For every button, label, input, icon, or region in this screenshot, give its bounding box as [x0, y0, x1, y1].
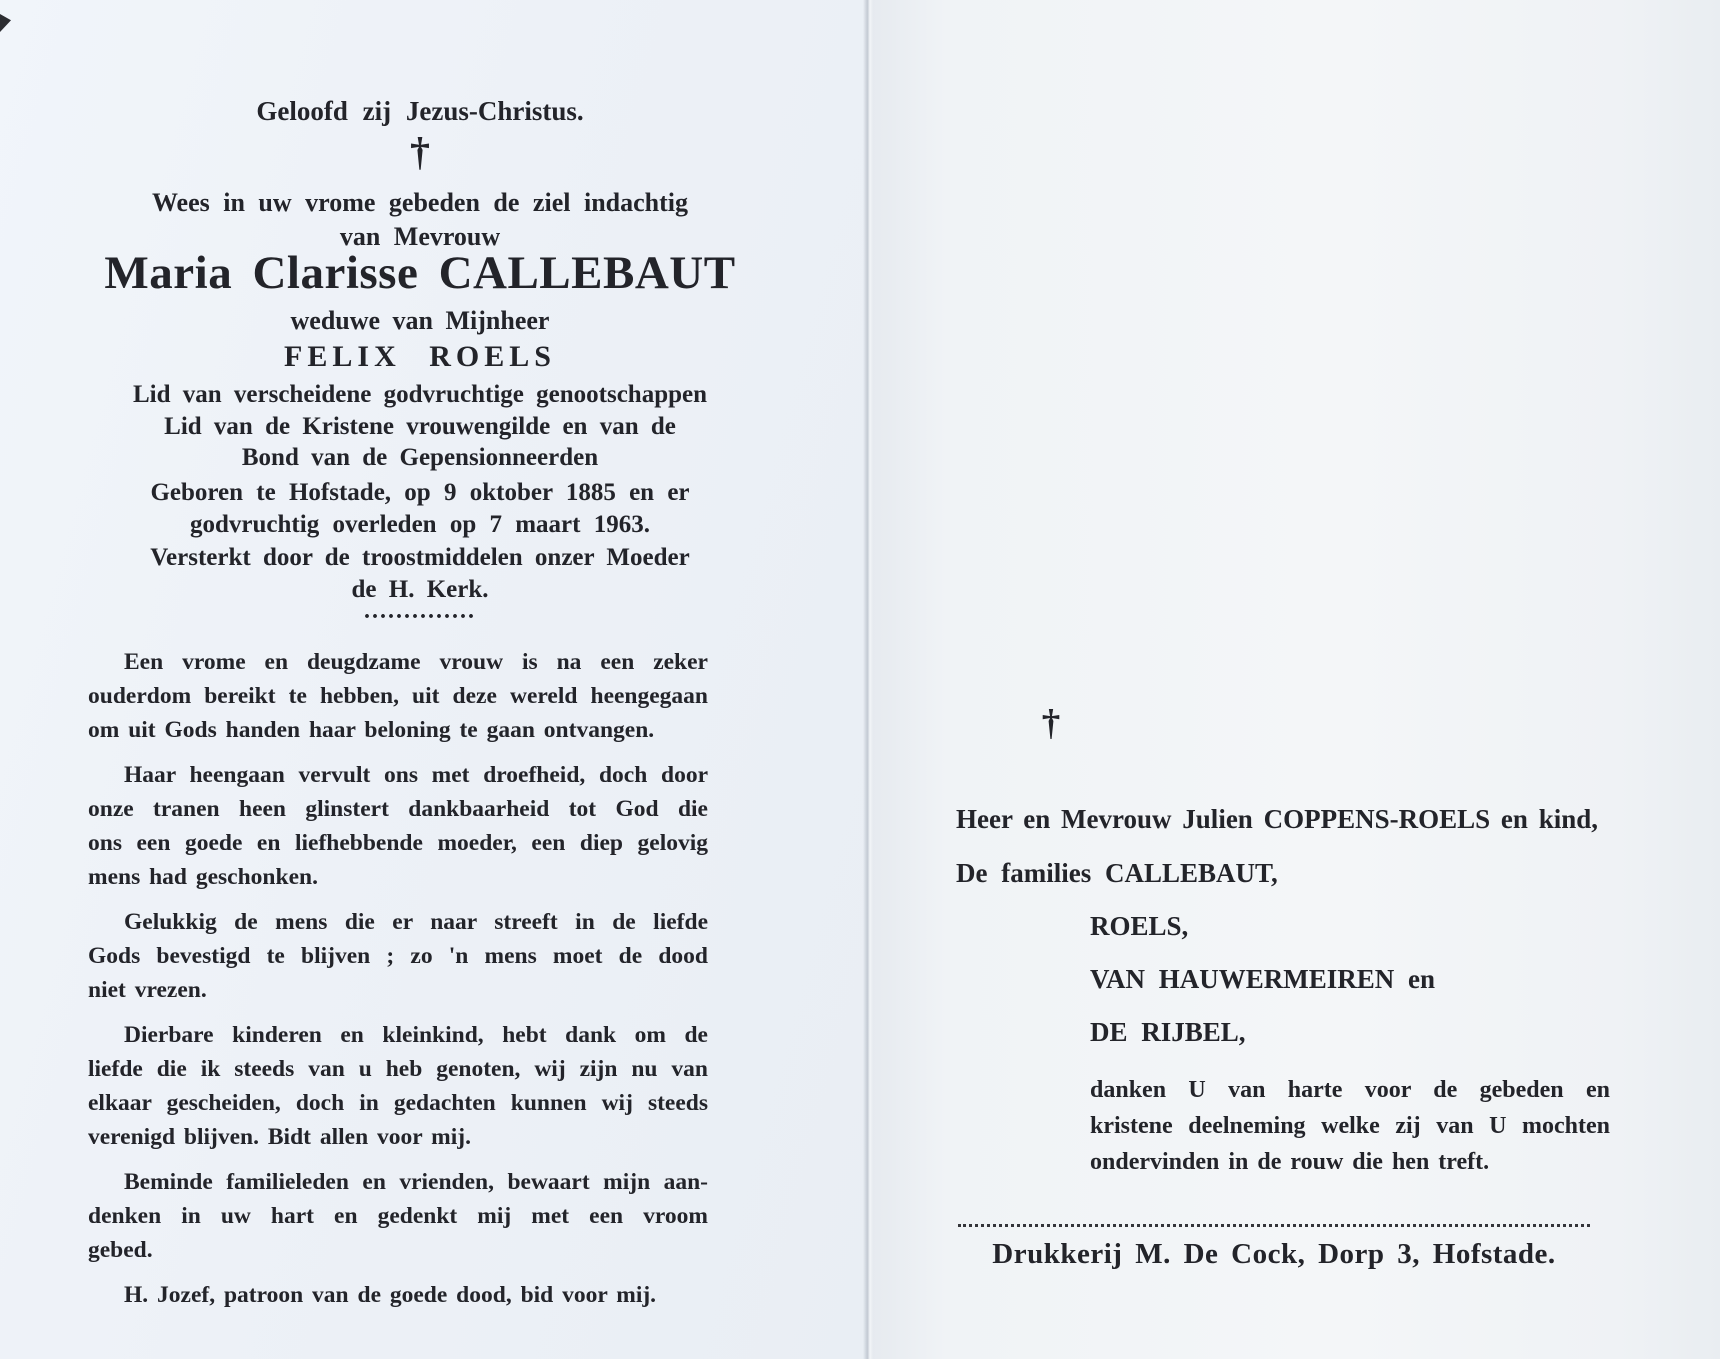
text-line: liefde die ik steeds van u heb genoten, wij zijn nu van — [88, 1056, 708, 1082]
text-line: Wees in uw vrome gebeden de ziel indachtig — [151, 188, 688, 217]
fold-crease — [863, 0, 873, 1359]
thanks-paragraph — [1090, 1072, 1610, 1180]
obituary-paragraph — [88, 1018, 708, 1154]
membership-lines — [100, 379, 740, 474]
widow-line: weduwe van Mijnheer — [290, 306, 550, 335]
sacrament-lines — [100, 542, 740, 606]
text-line: denken in uw hart en gedenkt mij met een vroom — [88, 1203, 708, 1229]
family-name-line: ROELS, — [1090, 911, 1189, 941]
text-line: Beminde familieleden en vrienden, bewaart mijn aan- — [124, 1169, 708, 1195]
text-line: niet vrezen. — [88, 977, 207, 1003]
text-line: kristene deelneming welke zij van U mochten — [1090, 1113, 1610, 1139]
text-line: onze tranen heen glinstert dankbaarheid tot God die — [88, 796, 708, 822]
text-line: elkaar gescheiden, doch in gedachten kunnen wij steeds — [88, 1090, 708, 1116]
text-line: Lid van de Kristene vrouwengilde en van de — [164, 412, 676, 440]
text-line: mens had geschonken. — [88, 864, 318, 890]
text-line: ouderdom bereikt te hebben, uit deze wereld heengegaan — [88, 683, 708, 709]
text-line: danken U van harte voor de gebeden en — [1090, 1077, 1610, 1103]
text-line: gebed. — [88, 1237, 153, 1263]
text-line: Lid van verscheidene godvruchtige genootschappen — [132, 381, 708, 408]
families-intro-line: De families CALLEBAUT, — [956, 858, 1278, 888]
text-line: om uit Gods handen haar beloning te gaan ontvangen. — [88, 717, 655, 743]
text-line: Gods bevestigd te blijven ; zo 'n mens moet de dood — [88, 943, 708, 969]
obituary-paragraph — [88, 645, 708, 747]
printer-line: Drukkerij M. De Cock, Dorp 3, Hofstade. — [992, 1238, 1556, 1270]
birth-death-lines — [100, 477, 740, 541]
text-line: Dierbare kinderen en kleinkind, hebt dank om de — [124, 1022, 708, 1048]
cross-icon: † — [410, 129, 430, 174]
dots-separator: .............. — [364, 598, 476, 624]
text-line: Haar heengaan vervult ons met droefheid, doch door — [124, 762, 708, 788]
deceased-name: Maria Clarisse CALLEBAUT — [104, 247, 736, 299]
text-line: van Mevrouw — [339, 222, 501, 251]
praise-line: Geloofd zij Jezus-Christus. — [256, 96, 584, 126]
text-line: ons een goede en liefhebbende moeder, een diep gelovig — [88, 830, 708, 856]
obituary-paragraph — [88, 905, 708, 1007]
text-line: de H. Kerk. — [351, 576, 489, 603]
text-line: Versterkt door de troostmiddelen onzer Moeder — [150, 544, 690, 571]
text-line: godvruchtig overleden op 7 maart 1963. — [190, 511, 650, 538]
text-line: Een vrome en deugdzame vrouw is na een zeker — [124, 649, 708, 675]
husband-name: FELIX ROELS — [284, 340, 556, 373]
obituary-paragraph — [88, 758, 708, 894]
text-line: Bond van de Gepensionneerden — [241, 444, 599, 471]
text-line: H. Jozef, patroon van de goede dood, bid voor mij. — [124, 1282, 657, 1308]
closing-prayer-line — [88, 1278, 708, 1312]
text-line: ondervinden in de rouw die hen treft. — [1090, 1149, 1490, 1175]
cross-icon: † — [1041, 703, 1061, 744]
mourners-line: Heer en Mevrouw Julien COPPENS-ROELS en kind, — [956, 804, 1598, 834]
obituary-paragraph — [88, 1165, 708, 1267]
family-name-line: VAN HAUWERMEIREN en — [1090, 964, 1436, 994]
text-line: Gelukkig de mens die er naar streeft in de liefde — [124, 909, 708, 935]
text-line: verenigd blijven. Bidt allen voor mij. — [88, 1124, 471, 1150]
intro-lines — [100, 186, 740, 254]
text-line: Geboren te Hofstade, op 9 oktober 1885 en er — [150, 479, 690, 506]
family-name-line: DE RIJBEL, — [1090, 1017, 1246, 1047]
dotted-rule — [958, 1224, 1590, 1227]
